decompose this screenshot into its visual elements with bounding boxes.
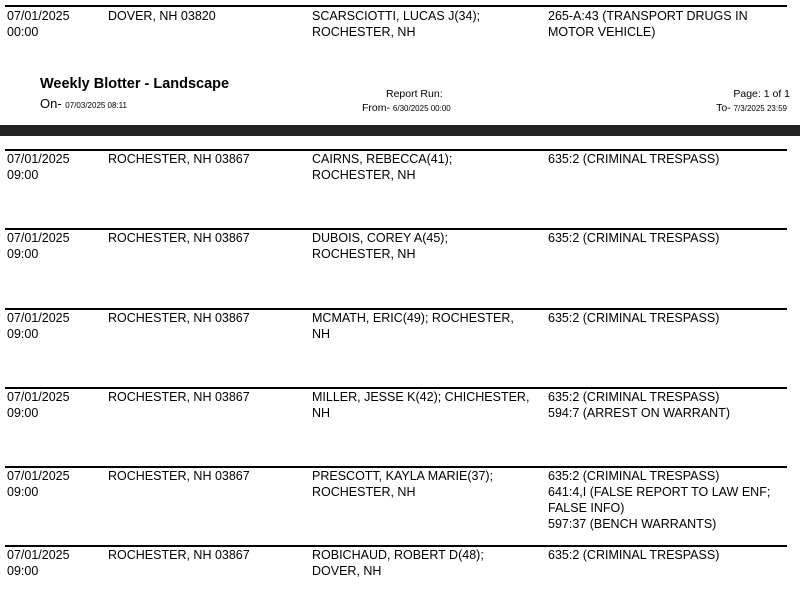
charge-line: 635:2 (CRIMINAL TRESPASS) — [548, 311, 720, 325]
record-time: 09:00 — [7, 168, 39, 182]
name-line: PRESCOTT, KAYLA MARIE(37); — [312, 469, 494, 483]
record-name — [312, 151, 544, 183]
record-date: 07/01/2025 — [7, 469, 70, 483]
charge-line: 635:2 (CRIMINAL TRESPASS) — [548, 548, 720, 562]
report-title: Weekly Blotter - Landscape — [40, 76, 230, 92]
name-line: MCMATH, ERIC(49); ROCHESTER, — [312, 311, 514, 325]
record-date: 07/01/2025 — [7, 548, 70, 562]
name-line: SCARSCIOTTI, LUCAS J(34); — [312, 9, 481, 23]
name-line: ROBICHAUD, ROBERT D(48); — [312, 548, 484, 562]
top-record-charges — [548, 8, 793, 40]
record-name — [312, 547, 544, 579]
charge-line: 635:2 (CRIMINAL TRESPASS) — [548, 469, 720, 483]
record-time: 09:00 — [7, 485, 39, 499]
name-line: NH — [312, 327, 331, 341]
record-datetime — [7, 310, 102, 342]
report-from — [362, 100, 451, 117]
name-line: CAIRNS, REBECCA(41); — [312, 152, 453, 166]
name-line: ROCHESTER, NH — [312, 25, 416, 39]
record-date: 07/01/2025 — [7, 311, 70, 325]
top-record-name — [312, 8, 544, 40]
top-record-datetime — [7, 8, 102, 40]
record-datetime — [7, 230, 102, 262]
record-datetime — [7, 547, 102, 579]
record-time: 09:00 — [7, 406, 39, 420]
record-charges — [548, 547, 793, 563]
record-location: ROCHESTER, NH 03867 — [108, 390, 250, 404]
record-charges — [548, 151, 793, 167]
from-label: From- — [362, 102, 390, 114]
record-date: 07/01/2025 — [7, 152, 70, 166]
on-value: 07/03/2025 08:11 — [65, 101, 127, 110]
record-location: ROCHESTER, NH 03867 — [108, 548, 250, 562]
record-name — [312, 310, 544, 342]
to-label: To- — [716, 102, 731, 114]
record-location: ROCHESTER, NH 03867 — [108, 152, 250, 166]
charge-line: 635:2 (CRIMINAL TRESPASS) — [548, 231, 720, 245]
record-charges — [548, 310, 793, 326]
name-line: ROCHESTER, NH — [312, 168, 416, 182]
charge-line: 265-A:43 (TRANSPORT DRUGS IN — [548, 9, 748, 23]
record-time: 09:00 — [7, 327, 39, 341]
on-label: On- — [40, 96, 62, 111]
record-location: ROCHESTER, NH 03867 — [108, 469, 250, 483]
from-value: 6/30/2025 00:00 — [392, 104, 451, 113]
record-location: DOVER, NH 03820 — [108, 9, 216, 23]
record-charges — [548, 230, 793, 246]
record-datetime — [7, 468, 102, 500]
record-time: 09:00 — [7, 247, 39, 261]
name-line: DOVER, NH — [312, 564, 382, 578]
record-charges — [548, 389, 793, 421]
name-line: ROCHESTER, NH — [312, 485, 416, 499]
record-time: 09:00 — [7, 564, 39, 578]
record-location: ROCHESTER, NH 03867 — [108, 231, 250, 245]
record-name — [312, 468, 544, 500]
name-line: DUBOIS, COREY A(45); — [312, 231, 448, 245]
charge-line: 635:2 (CRIMINAL TRESPASS) — [548, 390, 720, 404]
charge-line: 594:7 (ARREST ON WARRANT) — [548, 406, 730, 420]
name-line: NH — [312, 406, 331, 420]
page-number: Page: 1 of 1 — [733, 88, 790, 100]
to-value: 7/3/2025 23:59 — [733, 104, 787, 113]
record-charges — [548, 468, 793, 532]
record-date: 07/01/2025 — [7, 9, 70, 23]
record-date: 07/01/2025 — [7, 231, 70, 245]
name-line: MILLER, JESSE K(42); CHICHESTER, — [312, 390, 530, 404]
record-name — [312, 389, 544, 421]
header-band — [0, 125, 800, 136]
record-date: 07/01/2025 — [7, 390, 70, 404]
charge-line: FALSE INFO) — [548, 501, 625, 515]
charge-line: MOTOR VEHICLE) — [548, 25, 656, 39]
report-on — [40, 96, 127, 114]
record-time: 00:00 — [7, 25, 39, 39]
record-datetime — [7, 151, 102, 183]
report-to — [716, 100, 787, 117]
top-record-rule — [5, 5, 787, 7]
record-datetime — [7, 389, 102, 421]
record-name — [312, 230, 544, 262]
charge-line: 597:37 (BENCH WARRANTS) — [548, 517, 717, 531]
charge-line: 641:4,I (FALSE REPORT TO LAW ENF; — [548, 485, 771, 499]
name-line: ROCHESTER, NH — [312, 247, 416, 261]
charge-line: 635:2 (CRIMINAL TRESPASS) — [548, 152, 720, 166]
report-run-label: Report Run: — [386, 88, 443, 100]
record-location: ROCHESTER, NH 03867 — [108, 311, 250, 325]
